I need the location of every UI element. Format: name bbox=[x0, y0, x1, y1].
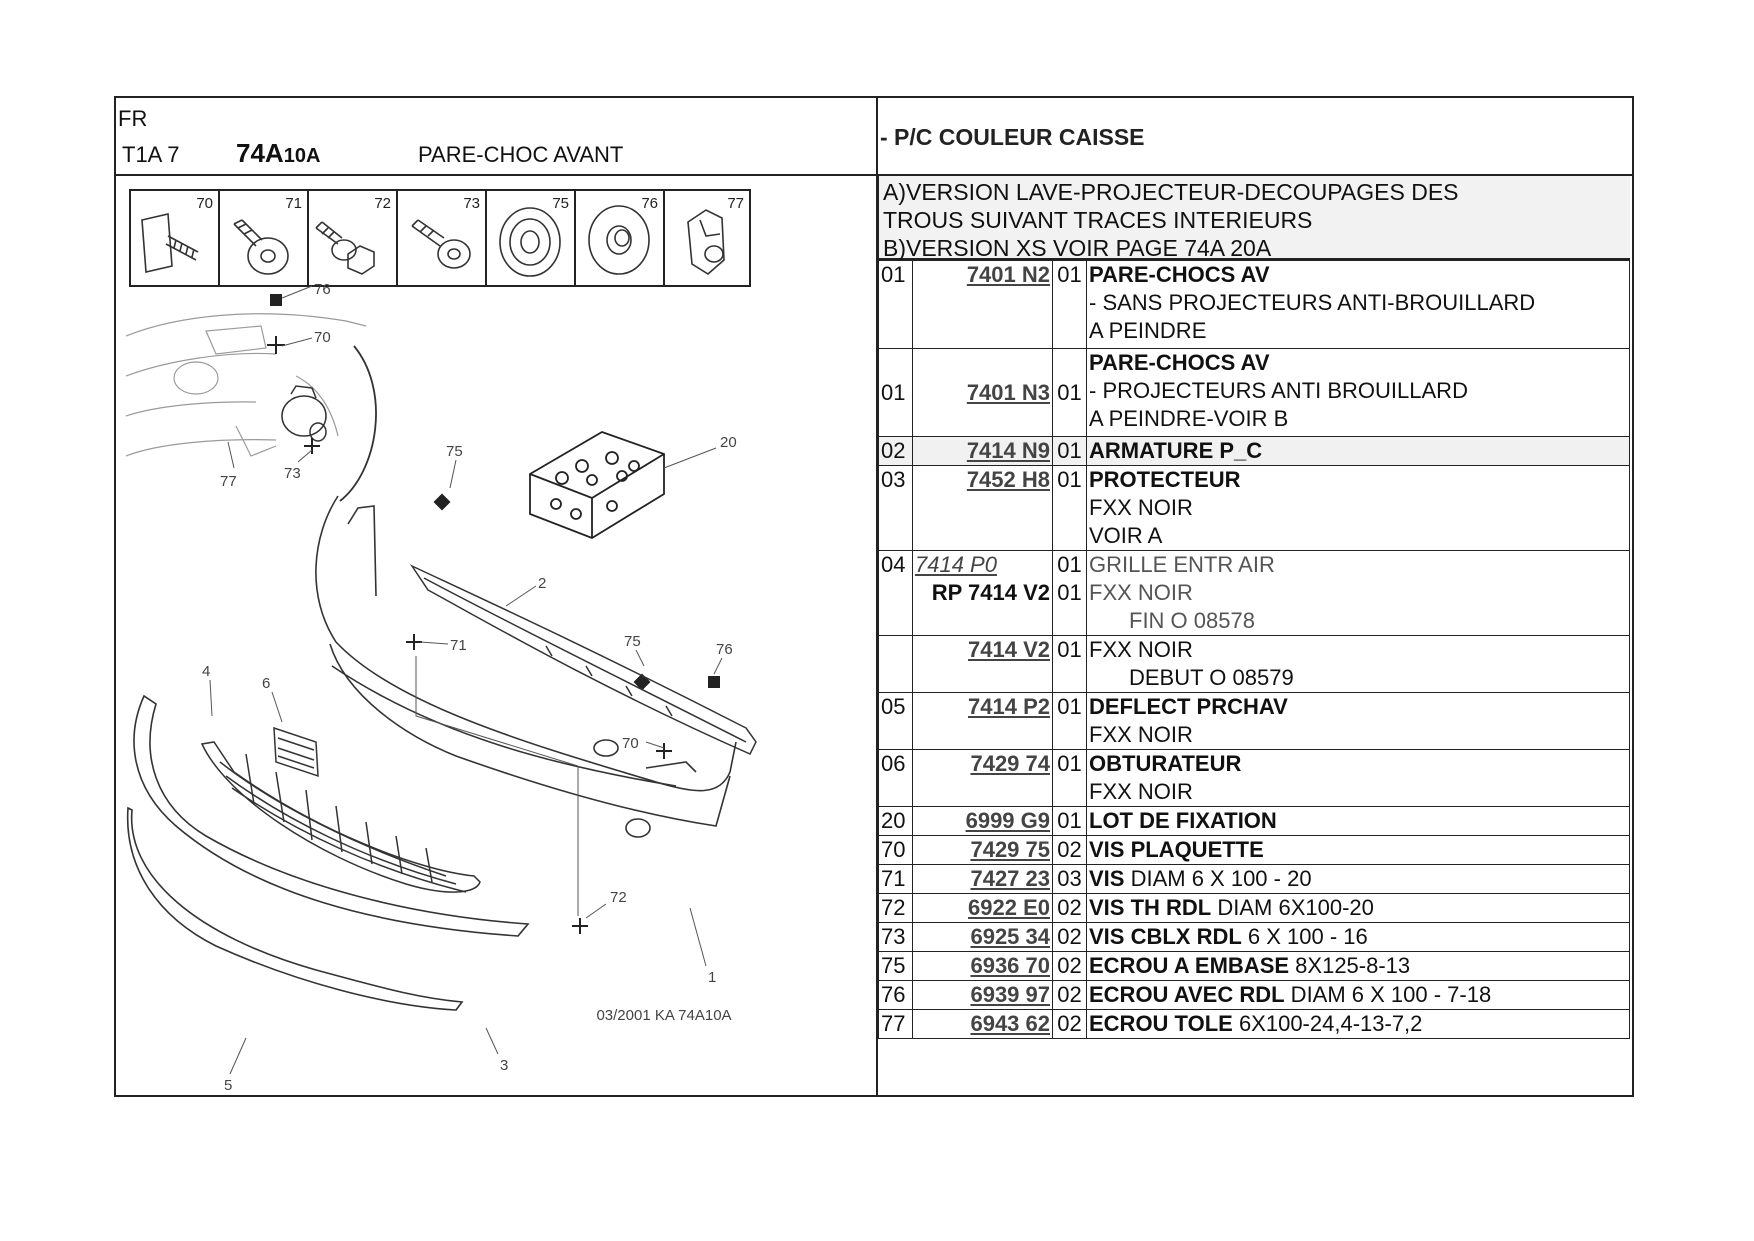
part-reference bbox=[913, 952, 1053, 981]
part-reference-link[interactable]: 6922 E0 bbox=[968, 895, 1050, 920]
item-number: 02 bbox=[879, 437, 913, 466]
part-reference-link[interactable]: 7414 P0 bbox=[915, 552, 997, 577]
part-reference-link[interactable]: 7414 N9 bbox=[966, 438, 1050, 463]
table-row bbox=[879, 952, 1630, 981]
table-row bbox=[879, 981, 1630, 1010]
description-line: ARMATURE P_C bbox=[1089, 438, 1263, 463]
sheet-nut-icon bbox=[688, 210, 724, 274]
part-reference-link[interactable]: 7401 N3 bbox=[966, 379, 1050, 405]
table-row bbox=[879, 807, 1630, 836]
description-line: DEBUT O 08579 bbox=[1129, 665, 1294, 690]
item-number: 04 bbox=[879, 551, 913, 636]
callout-number: 77 bbox=[220, 473, 237, 490]
part-reference-link[interactable]: 7429 75 bbox=[970, 837, 1050, 862]
description-line: A PEINDRE-VOIR B bbox=[1089, 406, 1289, 431]
hardware-cell-number: 71 bbox=[285, 195, 302, 212]
part-reference bbox=[913, 894, 1053, 923]
hardware-cell-number: 73 bbox=[463, 195, 480, 212]
description-line: FXX NOIR bbox=[1089, 495, 1193, 520]
item-number: 76 bbox=[879, 981, 913, 1010]
hardware-cell-number: 70 bbox=[196, 195, 213, 212]
part-reference-link[interactable]: 6936 70 bbox=[970, 953, 1050, 978]
hardware-cell-number: 75 bbox=[552, 195, 569, 212]
item-number: 05 bbox=[879, 693, 913, 750]
page-reference-sub: 10A bbox=[283, 145, 321, 167]
nut-marker bbox=[434, 494, 451, 511]
callout-number: 76 bbox=[314, 281, 331, 298]
table-row bbox=[879, 636, 1630, 693]
item-number: 20 bbox=[879, 807, 913, 836]
flange-nut-icon bbox=[500, 208, 560, 276]
item-number: 75 bbox=[879, 952, 913, 981]
page-title: PARE-CHOC AVANT bbox=[418, 142, 624, 167]
callout-number: 6 bbox=[262, 675, 271, 692]
part-reference-link[interactable]: 7401 N2 bbox=[966, 262, 1050, 287]
quantity: 01 bbox=[1053, 636, 1087, 693]
description-line: FXX NOIR bbox=[1089, 580, 1193, 605]
item-number: 03 bbox=[879, 466, 913, 551]
part-description bbox=[1087, 807, 1630, 836]
item-number: 06 bbox=[879, 750, 913, 807]
callout-number: 70 bbox=[622, 735, 639, 752]
page-reference bbox=[236, 138, 320, 169]
variant-title: - P/C COULEUR CAISSE bbox=[880, 124, 1145, 150]
part-description bbox=[1087, 894, 1630, 923]
part-description bbox=[1087, 952, 1630, 981]
description-line: VIS PLAQUETTE bbox=[1089, 837, 1264, 862]
item-number: 70 bbox=[879, 836, 913, 865]
quantity: 01 bbox=[1053, 466, 1087, 551]
item-number: 01 bbox=[879, 349, 913, 437]
air-intake-grille bbox=[202, 742, 480, 892]
table-row bbox=[879, 349, 1630, 437]
part-reference bbox=[913, 636, 1053, 693]
description-line: FXX NOIR bbox=[1089, 637, 1193, 662]
table-row bbox=[879, 551, 1630, 636]
table-row bbox=[879, 923, 1630, 952]
callout-number: 2 bbox=[538, 575, 547, 592]
flange-screw-icon bbox=[234, 220, 288, 274]
quantity: 02 bbox=[1053, 952, 1087, 981]
description-line: FIN O 08578 bbox=[1129, 608, 1255, 633]
part-reference bbox=[913, 1010, 1053, 1039]
description-name: ECROU TOLE bbox=[1089, 1011, 1233, 1036]
obturator bbox=[274, 728, 318, 776]
screw-marker bbox=[406, 634, 422, 650]
quantity: 01 bbox=[1053, 807, 1087, 836]
item-number: 01 bbox=[879, 261, 913, 349]
part-reference-link[interactable]: 7429 74 bbox=[970, 751, 1050, 776]
callout-number: 1 bbox=[708, 969, 717, 986]
description-spec: 6 X 100 - 16 bbox=[1241, 924, 1368, 949]
part-reference bbox=[913, 466, 1053, 551]
callout-number: 3 bbox=[500, 1057, 509, 1074]
part-reference bbox=[913, 693, 1053, 750]
description-name: VIS bbox=[1089, 866, 1125, 891]
parts-sheet bbox=[114, 96, 1634, 1097]
parts-panel bbox=[878, 98, 1632, 1095]
part-reference-link[interactable]: 6943 62 bbox=[970, 1011, 1050, 1036]
catalog-code: T1A 7 bbox=[122, 142, 180, 167]
table-row bbox=[879, 437, 1630, 466]
description-line: PROTECTEUR bbox=[1089, 467, 1241, 492]
description-line: GRILLE ENTR AIR bbox=[1089, 552, 1275, 577]
quantity-value: 01 bbox=[1057, 580, 1082, 605]
quantity: 02 bbox=[1053, 1010, 1087, 1039]
quantity: 01 bbox=[1053, 750, 1087, 807]
callout-number: 76 bbox=[716, 641, 733, 658]
part-description bbox=[1087, 261, 1630, 349]
quantity: 01 bbox=[1053, 693, 1087, 750]
part-description bbox=[1087, 636, 1630, 693]
description-line: OBTURATEUR bbox=[1089, 751, 1242, 776]
description-spec: DIAM 6 X 100 - 7-18 bbox=[1284, 982, 1492, 1007]
part-reference-link[interactable]: 7427 23 bbox=[970, 866, 1050, 891]
part-reference-link[interactable]: 7414 P2 bbox=[968, 694, 1050, 719]
part-description bbox=[1087, 981, 1630, 1010]
part-reference bbox=[913, 865, 1053, 894]
description-spec: DIAM 6 X 100 - 20 bbox=[1124, 866, 1312, 891]
part-reference bbox=[913, 261, 1053, 349]
part-reference bbox=[913, 349, 1053, 437]
part-description bbox=[1087, 693, 1630, 750]
round-screw-icon bbox=[412, 220, 470, 268]
version-note: A)VERSION LAVE-PROJECTEUR-DECOUPAGES DES bbox=[883, 179, 1459, 205]
part-description bbox=[1087, 349, 1630, 437]
parts-table bbox=[878, 260, 1630, 1039]
description-line: PARE-CHOCS AV bbox=[1089, 350, 1270, 375]
part-description bbox=[1087, 923, 1630, 952]
table-row bbox=[879, 693, 1630, 750]
hex-screw-icon bbox=[316, 222, 374, 274]
bumper-shell bbox=[316, 496, 736, 837]
part-description bbox=[1087, 551, 1630, 636]
quantity: 02 bbox=[1053, 981, 1087, 1010]
description-name: VIS CBLX RDL bbox=[1089, 924, 1242, 949]
part-reference bbox=[913, 923, 1053, 952]
callout-number: 72 bbox=[610, 889, 627, 906]
table-row bbox=[879, 466, 1630, 551]
part-reference bbox=[913, 551, 1053, 636]
callout-number: 71 bbox=[450, 637, 467, 654]
detail-circle-arc bbox=[340, 346, 376, 501]
part-reference bbox=[913, 750, 1053, 807]
table-row bbox=[879, 836, 1630, 865]
item-number: 71 bbox=[879, 865, 913, 894]
description-spec: 8X125-8-13 bbox=[1289, 953, 1411, 978]
table-row bbox=[879, 750, 1630, 807]
table-row bbox=[879, 865, 1630, 894]
callout-number: 5 bbox=[224, 1077, 233, 1094]
quantity: 01 bbox=[1053, 349, 1087, 437]
version-notes bbox=[878, 176, 1630, 260]
screw-marker bbox=[572, 918, 588, 934]
hardware-cell-number: 76 bbox=[641, 195, 658, 212]
quantity: 03 bbox=[1053, 865, 1087, 894]
screw-marker bbox=[656, 743, 672, 759]
table-row bbox=[879, 261, 1630, 349]
description-line: FXX NOIR bbox=[1089, 779, 1193, 804]
quantity bbox=[1053, 551, 1087, 636]
drawing-footer: 03/2001 KA 74A10A bbox=[596, 1007, 732, 1024]
part-reference-link[interactable]: 7414 V2 bbox=[968, 637, 1050, 662]
washer-nut-icon bbox=[589, 206, 649, 274]
hardware-cell-number: 72 bbox=[374, 195, 391, 212]
item-number: 77 bbox=[879, 1010, 913, 1039]
part-reference bbox=[913, 836, 1053, 865]
exploded-diagram-svg bbox=[116, 176, 876, 1095]
callout-number: 4 bbox=[202, 663, 211, 680]
description-line: FXX NOIR bbox=[1089, 722, 1193, 747]
part-description bbox=[1087, 865, 1630, 894]
description-line: DEFLECT PRCHAV bbox=[1089, 694, 1288, 719]
part-reference-link[interactable]: 6939 97 bbox=[970, 982, 1050, 1007]
description-spec: DIAM 6X100-20 bbox=[1211, 895, 1374, 920]
quantity: 02 bbox=[1053, 923, 1087, 952]
description-spec: 6X100-24,4-13-7,2 bbox=[1232, 1011, 1423, 1036]
callout-number: 73 bbox=[284, 465, 301, 482]
description-line: LOT DE FIXATION bbox=[1089, 808, 1277, 833]
description-line: VOIR A bbox=[1089, 523, 1163, 548]
description-line: - PROJECTEURS ANTI BROUILLARD bbox=[1089, 378, 1468, 403]
part-reference-link[interactable]: 7452 H8 bbox=[966, 467, 1050, 492]
callout-number: 20 bbox=[720, 434, 737, 451]
bumper-armature bbox=[412, 566, 756, 754]
quantity: 02 bbox=[1053, 894, 1087, 923]
callout-number: 75 bbox=[624, 633, 641, 650]
callout-number: 70 bbox=[314, 329, 331, 346]
part-description bbox=[1087, 437, 1630, 466]
replacement-reference[interactable]: RP 7414 V2 bbox=[931, 580, 1050, 605]
quantity-value: 01 bbox=[1057, 552, 1082, 577]
version-note: TROUS SUIVANT TRACES INTERIEURS bbox=[883, 207, 1313, 233]
item-number: 73 bbox=[879, 923, 913, 952]
part-reference bbox=[913, 437, 1053, 466]
item-number: 72 bbox=[879, 894, 913, 923]
exploded-diagram bbox=[116, 176, 876, 1095]
sheet-header bbox=[116, 98, 876, 176]
quantity: 01 bbox=[1053, 437, 1087, 466]
plate-screw-icon bbox=[142, 214, 198, 272]
sheet-subheader bbox=[878, 98, 1632, 176]
language-code: FR bbox=[118, 106, 148, 131]
quantity: 01 bbox=[1053, 261, 1087, 349]
nut-marker bbox=[708, 676, 720, 688]
part-description bbox=[1087, 750, 1630, 807]
fixing-kit-box bbox=[530, 432, 664, 538]
description-name: ECROU AVEC RDL bbox=[1089, 982, 1285, 1007]
part-description bbox=[1087, 1010, 1630, 1039]
part-reference bbox=[913, 981, 1053, 1010]
part-description bbox=[1087, 466, 1630, 551]
quantity: 02 bbox=[1053, 836, 1087, 865]
description-line: - SANS PROJECTEURS ANTI-BROUILLARD bbox=[1089, 290, 1536, 315]
description-line: A PEINDRE bbox=[1089, 318, 1207, 343]
drawing-panel bbox=[116, 98, 878, 1095]
page-reference-main: 74A bbox=[236, 138, 284, 168]
part-reference-link[interactable]: 6925 34 bbox=[970, 924, 1050, 949]
callout-number: 75 bbox=[446, 443, 463, 460]
part-reference bbox=[913, 807, 1053, 836]
description-name: ECROU A EMBASE bbox=[1089, 953, 1290, 978]
table-row bbox=[879, 894, 1630, 923]
part-reference-link[interactable]: 6999 G9 bbox=[965, 808, 1050, 833]
item-number bbox=[879, 636, 913, 693]
nut-marker bbox=[270, 294, 282, 306]
table-row bbox=[879, 1010, 1630, 1039]
part-description bbox=[1087, 836, 1630, 865]
description-name: VIS TH RDL bbox=[1089, 895, 1212, 920]
version-note: B)VERSION XS VOIR PAGE 74A 20A bbox=[883, 235, 1272, 261]
screw-marker bbox=[267, 336, 285, 354]
hardware-cell-number: 77 bbox=[727, 195, 744, 212]
description-line: PARE-CHOCS AV bbox=[1089, 262, 1270, 287]
